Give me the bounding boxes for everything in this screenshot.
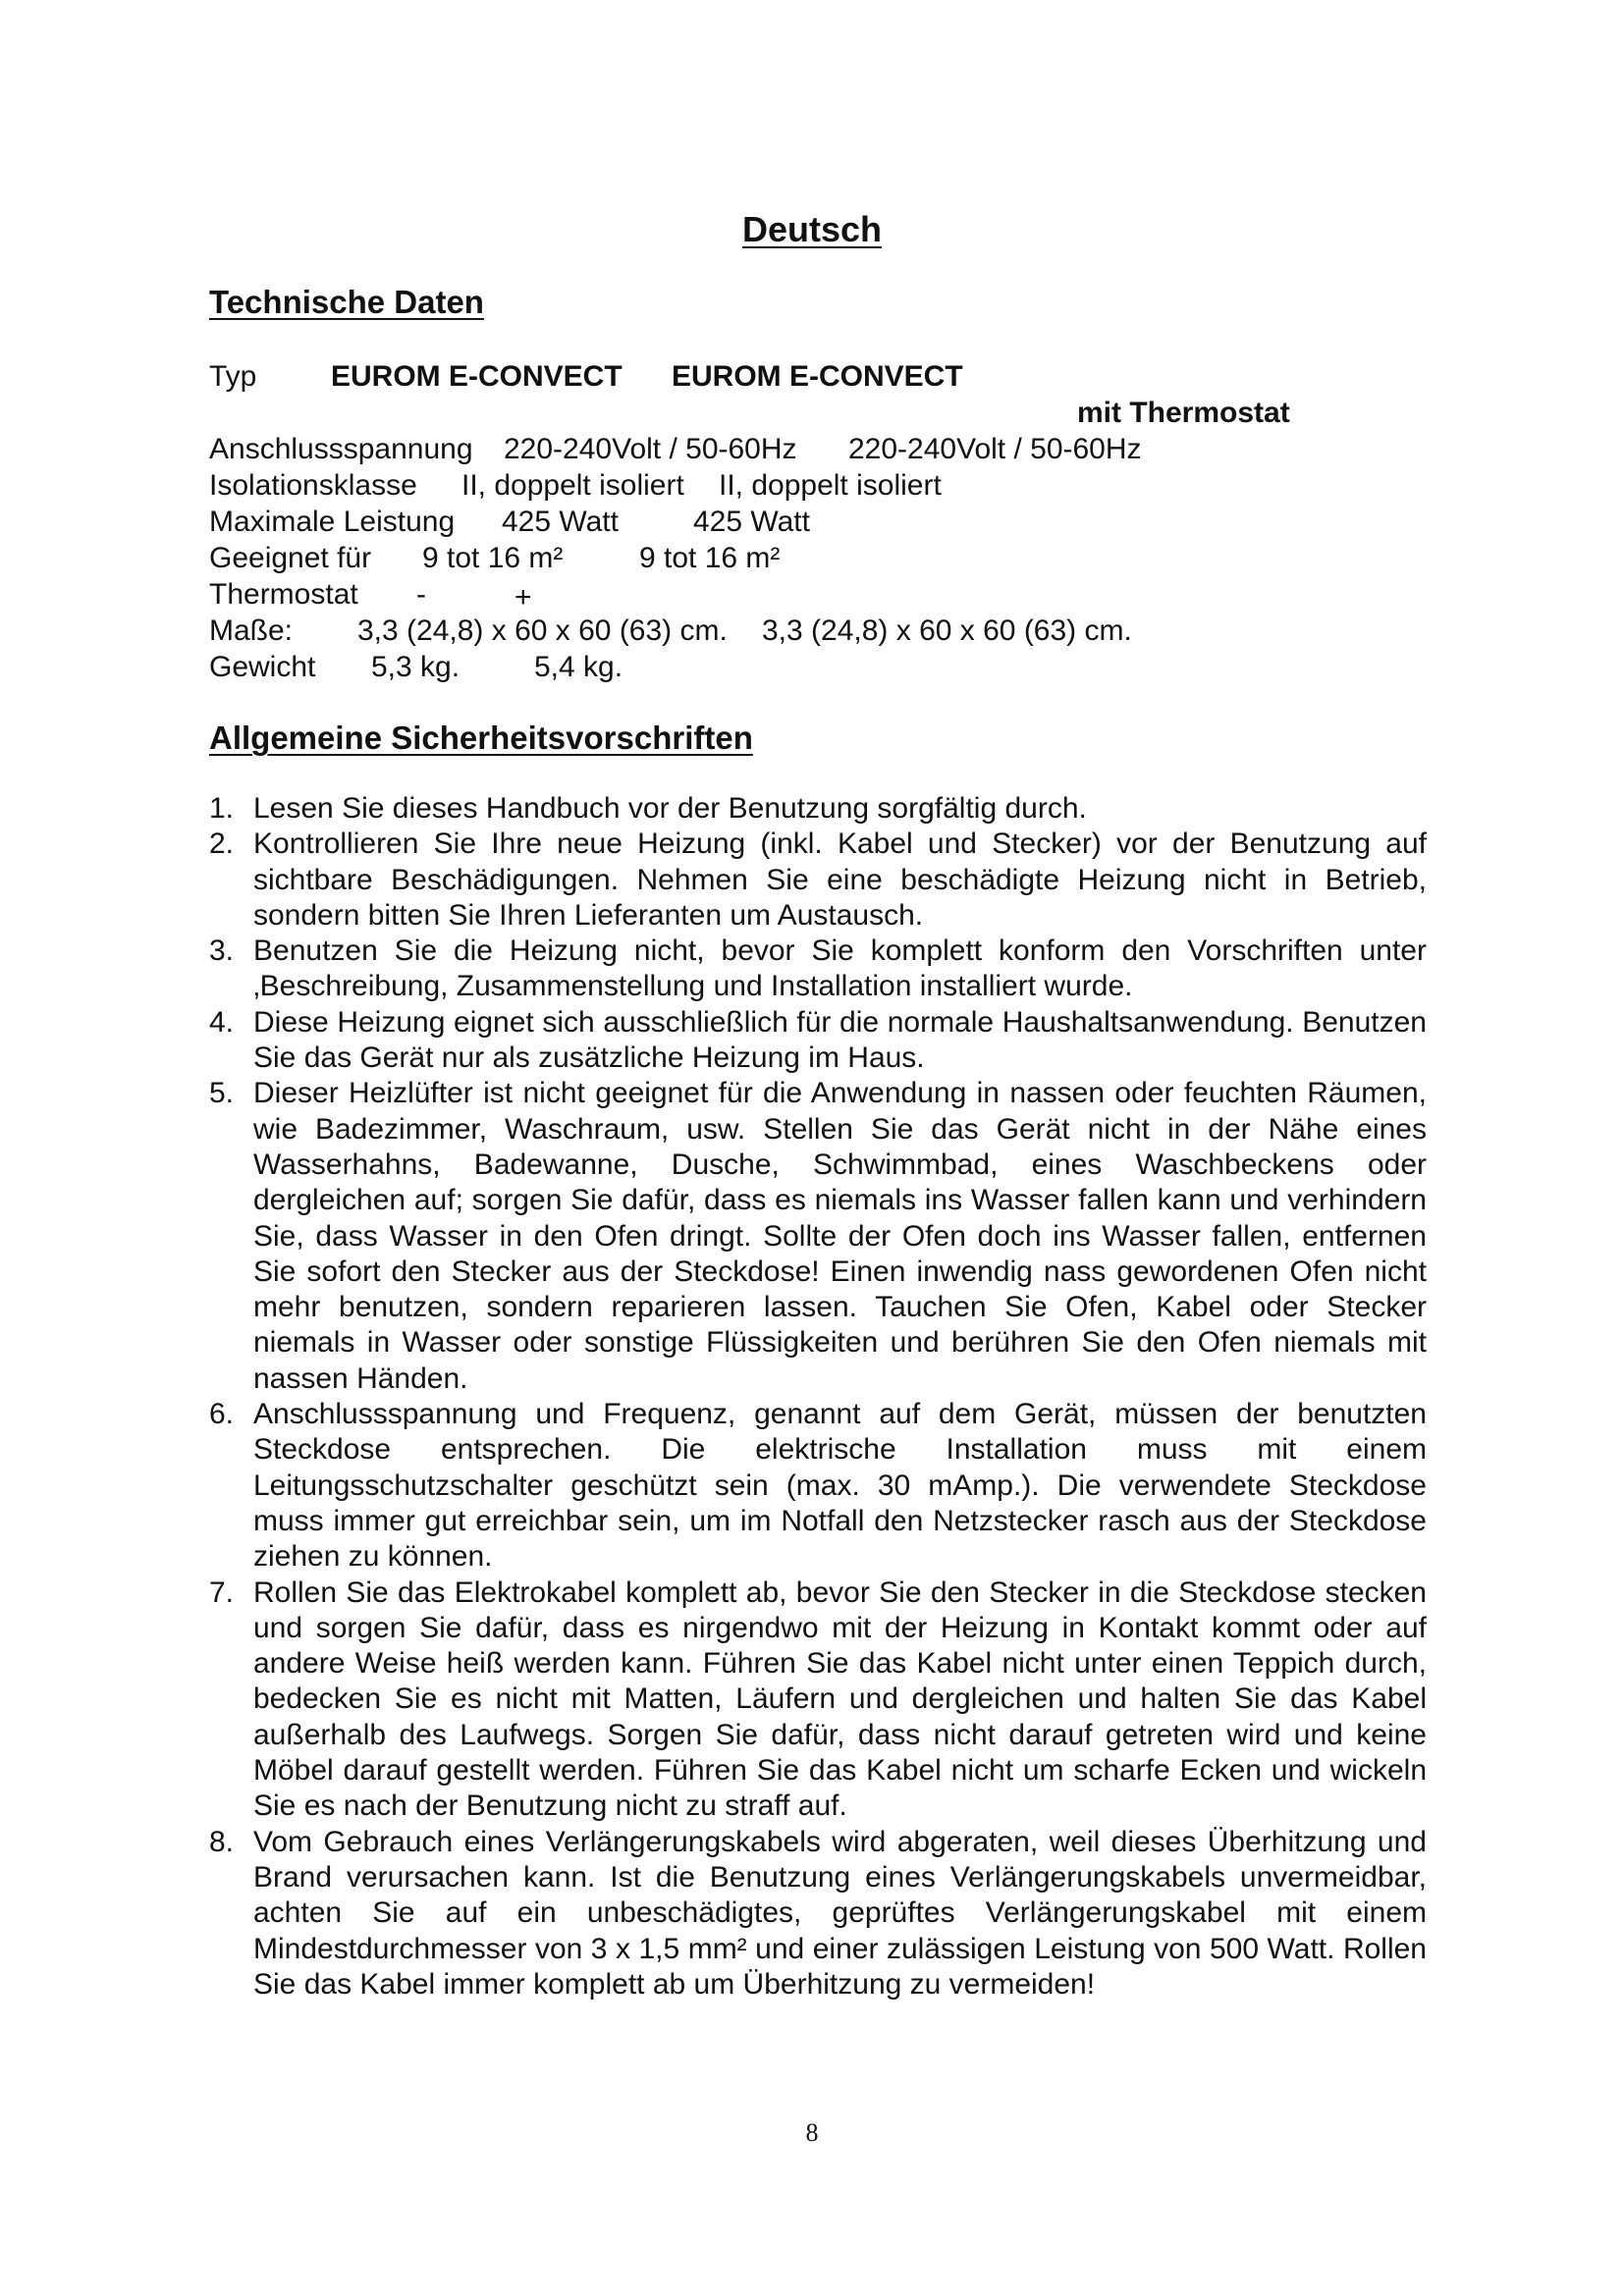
list-item [209, 1076, 1427, 1397]
power-label: Maximale Leistung [209, 506, 456, 538]
item-text: Vom Gebrauch eines Verlängerungskabels wird abgeraten, weil dieses Überhitzung und Brand verursachen kann. Ist die Benutzung eines Verlängerungskabels unvermeidbar, achten Sie auf ein unbeschädigtes, geprüftes Verlängerungskabel mit einem Mindestdurchmesser von 3 x 1,5 mm² und einer zulässigen Leistung von 500 Watt. Rollen Sie das Kabel immer komplett ab um Überhitzung zu vermeiden! [253, 1825, 1427, 2001]
dimensions-value-1: 3,3 (24,8) x 60 x 60 (63) cm. [357, 614, 728, 647]
thermostat-label: Thermostat [209, 578, 358, 611]
list-item [209, 1005, 1427, 1077]
dimensions-value-2: 3,3 (24,8) x 60 x 60 (63) cm. [762, 614, 1132, 647]
power-value-1: 425 Watt [502, 506, 619, 538]
weight-value-1: 5,3 kg. [371, 651, 460, 683]
item-number: 1. [209, 792, 235, 825]
model-2-suffix: mit Thermostat [1077, 397, 1290, 429]
item-number: 4. [209, 1005, 235, 1039]
item-text: Anschlussspannung und Frequenz, genannt auf dem Gerät, müssen der benutzten Steckdose entsprechen. Die elektrische Installation muss mit einem Leitungsschutzschalter geschützt sein (max. 30 mAmp.). Die verwendete Steckdose muss immer gut erreichbar sein, um im Notfall den Netzstecker rasch aus der Steckdose ziehen zu können. [253, 1398, 1427, 1574]
page-number: 8 [805, 2118, 819, 2147]
suitable-value-1: 9 tot 16 m² [422, 542, 564, 574]
item-number: 6. [209, 1398, 235, 1431]
item-number: 8. [209, 1825, 235, 1858]
insulation-value-1: II, doppelt isoliert [461, 469, 684, 502]
technical-data-title: Technische Daten [209, 284, 484, 320]
page-heading: Deutsch [741, 209, 883, 249]
thermostat-value-2: + [514, 581, 532, 614]
list-item [209, 934, 1427, 1005]
voltage-value-1: 220-240Volt / 50-60Hz [504, 433, 797, 465]
safety-title: Allgemeine Sicherheitsvorschriften [209, 720, 753, 756]
item-number: 5. [209, 1077, 235, 1110]
list-item [209, 1397, 1427, 1575]
item-number: 2. [209, 828, 235, 861]
item-text: Kontrollieren Sie Ihre neue Heizung (inkl. Kabel und Stecker) vor der Benutzung auf sichtbare Beschädigungen. Nehmen Sie eine beschädigte Heizung nicht in Betrieb, sondern bitten Sie Ihren Lieferanten um Austausch. [253, 828, 1427, 932]
list-item [209, 827, 1427, 934]
list-item [209, 791, 1427, 827]
weight-label: Gewicht [209, 651, 316, 683]
model-2: EUROM E-CONVECT [672, 360, 963, 393]
list-item [209, 1825, 1427, 2002]
item-number: 3. [209, 934, 235, 968]
list-item [209, 1575, 1427, 1825]
item-text: Diese Heizung eignet sich ausschließlich für die normale Haushaltsanwendung. Benutzen Sie das Gerät nur als zusätzliche Heizung im Haus. [253, 1005, 1427, 1075]
weight-value-2: 5,4 kg. [534, 651, 623, 683]
voltage-label: Anschlussspannung [209, 433, 473, 465]
item-number: 7. [209, 1575, 235, 1609]
power-value-2: 425 Watt [693, 506, 810, 538]
insulation-label: Isolationsklasse [209, 469, 417, 502]
insulation-value-2: II, doppelt isoliert [719, 469, 942, 502]
thermostat-value-1: - [416, 578, 426, 611]
voltage-value-2: 220-240Volt / 50-60Hz [848, 433, 1142, 465]
suitable-label: Geeignet für [209, 542, 372, 574]
item-text: Lesen Sie dieses Handbuch vor der Benutzung sorgfältig durch. [253, 792, 1087, 825]
item-text: Rollen Sie das Elektrokabel komplett ab, bevor Sie den Stecker in die Steckdose stecken und sorgen Sie dafür, dass es nirgendwo mit der Heizung in Kontakt kommt oder auf andere Weise heiß werden kann. Führen Sie das Kabel nicht unter einen Teppich durch, bedecken Sie es nicht mit Matten, Läufern und dergleichen und halten Sie das Kabel außerhalb des Laufwegs. Sorgen Sie dafür, dass nicht darauf getreten wird und keine Möbel darauf gestellt werden. Führen Sie das Kabel nicht um scharfe Ecken und wickeln Sie es nach der Benutzung nicht zu straff auf. [253, 1575, 1427, 1823]
safety-list [209, 791, 1427, 2002]
model-1: EUROM E-CONVECT [331, 360, 623, 393]
type-label: Typ [209, 360, 257, 393]
item-text: Dieser Heizlüfter ist nicht geeignet für die Anwendung in nassen oder feuchten Räumen, wie Badezimmer, Waschraum, usw. Stellen Sie das Gerät nicht in der Nähe eines Wasserhahns, Badewanne, Dusche, Schwimmbad, eines Waschbeckens oder dergleichen auf; sorgen Sie dafür, dass es niemals ins Wasser fallen kann und verhindern Sie, dass Wasser in den Ofen dringt. Sollte der Ofen doch ins Wasser fallen, entfernen Sie sofort den Stecker aus der Steckdose! Einen inwendig nass gewordenen Ofen nicht mehr benutzen, sondern reparieren lassen. Tauchen Sie Ofen, Kabel oder Stecker niemals in Wasser oder sonstige Flüssigkeiten und berühren Sie den Ofen niemals mit nassen Händen. [253, 1077, 1427, 1395]
dimensions-label: Maße: [209, 614, 294, 647]
suitable-value-2: 9 tot 16 m² [639, 542, 781, 574]
item-text: Benutzen Sie die Heizung nicht, bevor Sie komplett konform den Vorschriften unter ‚Beschreibung, Zusammenstellung und Installation installiert wurde. [253, 934, 1427, 1003]
